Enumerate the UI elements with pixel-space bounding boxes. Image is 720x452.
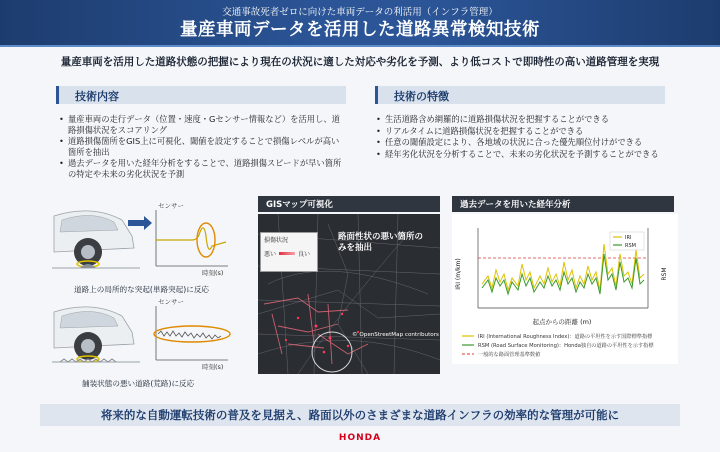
y2-axis-title: RSM: [661, 267, 668, 281]
footer-message: 将来的な自動運転技術の普及を見据え、路面以外のさまざまな道路インフラの効率的な管理が可能に: [100, 408, 620, 422]
trend-heading-bar: [452, 196, 674, 212]
note-iri: IRI (International Roughness Index)：道路の平坦性を示す国際標準指標: [478, 334, 653, 340]
gis-legend: [260, 232, 318, 272]
tech-features-list: [375, 114, 675, 160]
list-item: • 道路損傷箇所をGIS上に可視化、閾値を設定することで損傷レベルが高い箇所を抽出: [58, 136, 343, 157]
list-item: • 経年劣化状況を分析することで、未来の劣化状況を予測することができる: [375, 149, 675, 160]
legend-bad: 悪い: [264, 251, 277, 258]
time-axis-label: 時刻(s): [202, 363, 224, 371]
gis-callout: 路面性状の悪い箇所のみを抽出: [338, 232, 424, 253]
note-threshold: 一般的な路面管理基準数値: [478, 352, 541, 358]
list-item: • 生活道路含め網羅的に道路損傷状況を把握することができる: [375, 114, 675, 125]
caption-bump: 道路上の局所的な突起(単路突起)に反応: [74, 285, 210, 294]
map-credit: © OpenStreetMap contributors: [352, 332, 439, 338]
gis-heading-bar: [258, 196, 440, 212]
section-tech-features: [375, 86, 665, 104]
trend-chart: [452, 214, 678, 364]
sensor-axis-label: センサー: [158, 298, 184, 306]
lead-statement: 量産車両を活用した道路状態の把握により現在の状況に適した対応や劣化を予測、より低コストで即時性の高い道路管理を実現: [60, 56, 660, 68]
list-item: • リアルタイムに道路損傷状況を把握することができる: [375, 126, 675, 137]
sensor-graph-bump: [156, 202, 228, 277]
header-subtitle: 交通事故死者ゼロに向けた車両データの利活用（インフラ管理）: [222, 7, 498, 18]
sensor-diagram: [52, 196, 252, 392]
page-title: 量産車両データを活用した道路異常検知技術: [180, 20, 540, 40]
arrow-icon: [128, 216, 152, 230]
section-tech-content-title: 技術内容: [75, 90, 119, 103]
caption-rough: 舗装状態の悪い道路(荒路)に反応: [82, 379, 195, 388]
trend-legend: [610, 232, 644, 250]
list-item: • 量産車両の走行データ（位置・速度・Gセンサー情報など）を活用し、道路損傷状況をスコアリング: [58, 114, 343, 135]
gis-map: [258, 214, 440, 374]
gis-heading: GISマップ可視化: [266, 200, 333, 210]
list-item: • 任意の閾値設定により、各地域の状況に合った優先順位付けができる: [375, 137, 675, 148]
car-rough-illustration: [52, 307, 140, 362]
legend-good: 良い: [298, 251, 311, 258]
sensor-graph-rough: [154, 298, 230, 371]
sensor-axis-label: センサー: [158, 202, 184, 210]
section-tech-features-title: 技術の特徴: [394, 90, 449, 103]
header-bar: [0, 0, 720, 47]
trend-heading: 過去データを用いた経年分析: [460, 200, 571, 210]
legend-title: 損傷状況: [264, 237, 289, 244]
footer-banner: [40, 404, 680, 426]
list-item: • 過去データを用いた経年分析をすることで、道路損傷スピードが早い箇所の特定や未来の劣化状況を予測: [58, 158, 343, 179]
car-bump-illustration: [52, 211, 140, 268]
legend-scale: [279, 252, 295, 255]
note-rsm: RSM (Road Surface Monitoring)：Honda独自の道路の平坦性を示す指標: [478, 343, 654, 349]
tech-content-list: [58, 114, 343, 181]
y-axis-title: IRI (m/km): [455, 258, 462, 290]
header-divider: [0, 45, 720, 47]
section-tech-content: [56, 86, 346, 104]
legend-iri: IRI: [625, 235, 632, 241]
legend-rsm: RSM: [625, 243, 636, 249]
honda-logo: HONDA: [338, 433, 382, 443]
time-axis-label: 時刻(s): [202, 269, 224, 277]
x-axis-title: 起点からの距離 (m): [532, 318, 592, 326]
